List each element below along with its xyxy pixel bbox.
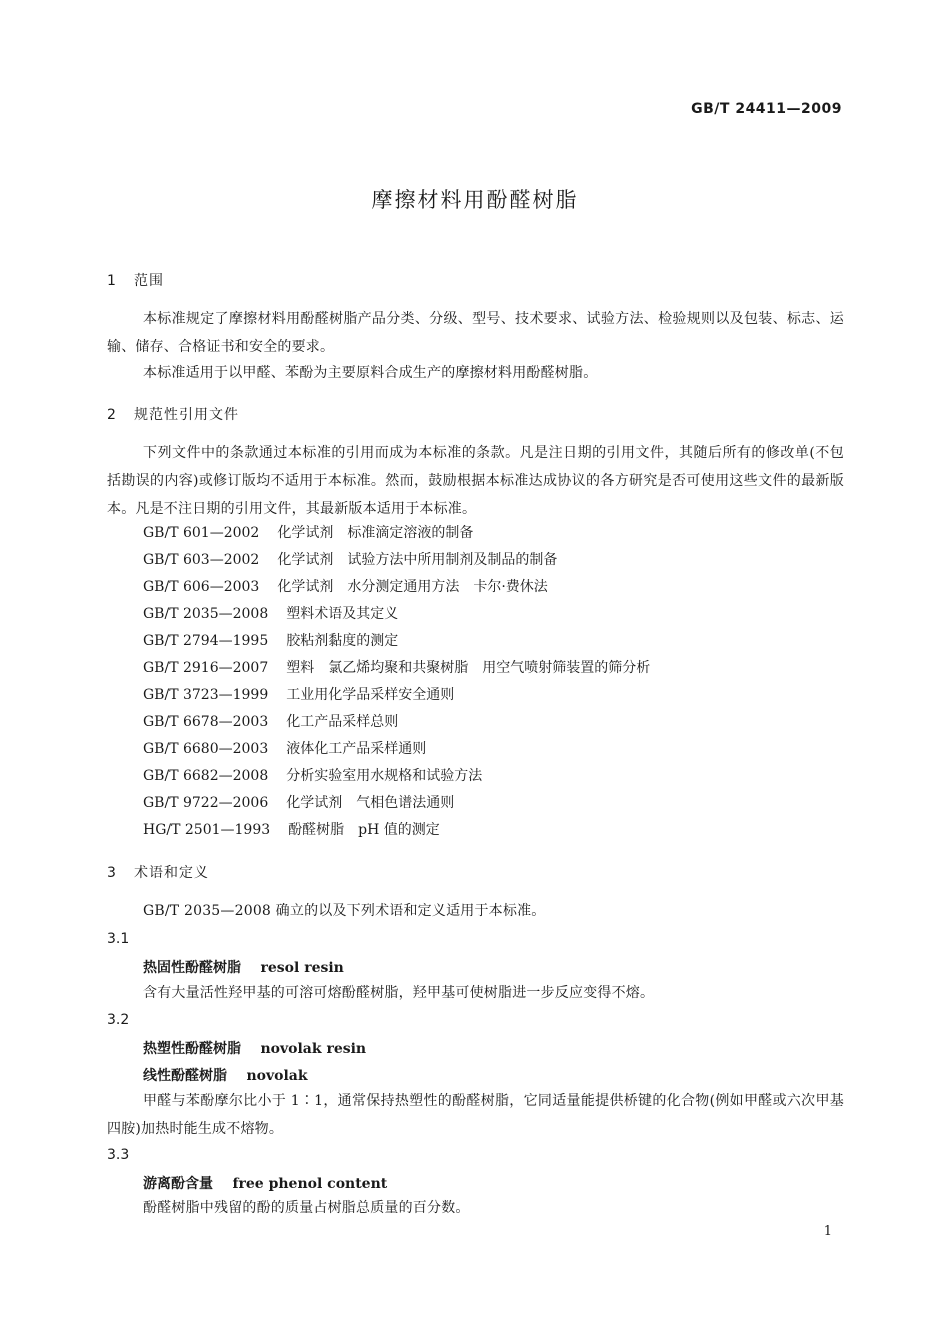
reference-code: GB/T 603—2002: [143, 552, 260, 568]
section-number: 2: [107, 407, 117, 423]
reference-title: 化学试剂 试验方法中所用制剂及制品的制备: [277, 552, 558, 568]
document-title: 摩擦材料用酚醛树脂: [371, 188, 579, 212]
section-2-heading: [107, 404, 239, 424]
section-title: 规范性引用文件: [134, 407, 239, 423]
section-number: 3: [107, 865, 117, 881]
reference-code: GB/T 6682—2008: [143, 768, 269, 784]
section-3-paragraph-1: GB/T 2035—2008 确立的以及下列术语和定义适用于本标准。: [143, 903, 546, 919]
reference-code: GB/T 2794—1995: [143, 633, 269, 649]
reference-code: GB/T 9722—2006: [143, 795, 269, 811]
section-1-paragraph-2: 本标准适用于以甲醛、苯酚为主要原料合成生产的摩擦材料用酚醛树脂。: [143, 365, 598, 381]
section-3-heading: [107, 862, 209, 882]
term-english: free phenol content: [232, 1176, 388, 1192]
reference-code: GB/T 601—2002: [143, 525, 260, 541]
term-3-2-number: 3.2: [107, 1012, 130, 1028]
reference-item: [143, 628, 398, 655]
reference-code: GB/T 3723—1999: [143, 687, 269, 703]
reference-item: [143, 655, 650, 682]
reference-code: GB/T 6680—2003: [143, 741, 269, 757]
section-title: 范围: [134, 273, 164, 289]
page-number: 1: [823, 1224, 832, 1239]
term-3-1-number: 3.1: [107, 931, 130, 947]
reference-title: 塑料术语及其定义: [286, 606, 399, 622]
reference-title: 化学试剂 水分测定通用方法 卡尔·费休法: [277, 579, 548, 595]
reference-code: GB/T 2035—2008: [143, 606, 269, 622]
reference-item: [143, 709, 398, 736]
reference-code: GB/T 606—2003: [143, 579, 260, 595]
term-3-2-name: [143, 1038, 366, 1058]
reference-code: GB/T 6678—2003: [143, 714, 269, 730]
reference-item: [143, 763, 482, 790]
term-chinese: 游离酚含量: [143, 1176, 213, 1192]
reference-item: [143, 574, 548, 601]
reference-title: 工业用化学品采样安全通则: [286, 687, 455, 703]
reference-title: 塑料 氯乙烯均聚和共聚树脂 用空气喷射筛装置的筛分析: [286, 660, 651, 676]
term-3-3-definition: 酚醛树脂中残留的酚的质量占树脂总质量的百分数。: [143, 1200, 470, 1216]
term-english: novolak: [246, 1068, 308, 1084]
term-english: resol resin: [260, 960, 344, 976]
reference-item: [143, 817, 440, 844]
reference-item: [143, 682, 454, 709]
term-3-3-name: [143, 1173, 387, 1193]
reference-title: 分析实验室用水规格和试验方法: [286, 768, 483, 784]
reference-item: [143, 736, 426, 763]
reference-title: 胶粘剂黏度的测定: [286, 633, 399, 649]
section-2-paragraph-1: 下列文件中的条款通过本标准的引用而成为本标准的条款。凡是注日期的引用文件，其随后所有的修改单(不包括勘误的内容)或修订版均不适用于本标准。然而，鼓励根据本标准达成协议的各方研究是否可使用这些文件的最新版本。凡是不注日期的引用文件，其最新版本适用于本标准。: [107, 445, 844, 517]
reference-title: 化学试剂 气相色谱法通则: [286, 795, 455, 811]
reference-title: 化工产品采样总则: [286, 714, 399, 730]
term-english: novolak resin: [260, 1041, 367, 1057]
reference-item: [143, 790, 454, 817]
reference-title: 化学试剂 标准滴定溶液的制备: [277, 525, 474, 541]
term-3-2-synonym: [143, 1065, 308, 1085]
reference-title: 酚醛树脂 pH 值的测定: [288, 822, 440, 838]
reference-code: GB/T 2916—2007: [143, 660, 269, 676]
section-title: 术语和定义: [134, 865, 209, 881]
reference-title: 液体化工产品采样通则: [286, 741, 427, 757]
term-3-1-definition: 含有大量活性羟甲基的可溶可熔酚醛树脂，羟甲基可使树脂进一步反应变得不熔。: [143, 985, 655, 1001]
term-chinese: 热固性酚醛树脂: [143, 960, 241, 976]
term-chinese: 热塑性酚醛树脂: [143, 1041, 241, 1057]
section-number: 1: [107, 273, 117, 289]
term-chinese: 线性酚醛树脂: [143, 1068, 227, 1084]
reference-code: HG/T 2501—1993: [143, 822, 271, 838]
term-3-2-definition: 甲醛与苯酚摩尔比小于 1∶1，通常保持热塑性的酚醛树脂，它同适量能提供桥键的化合物(例如甲醛或六次甲基四胺)加热时能生成不熔物。: [107, 1093, 844, 1137]
standard-code: GB/T 24411—2009: [691, 101, 842, 117]
term-3-1-name: [143, 957, 344, 977]
reference-item: [143, 520, 473, 547]
section-1-paragraph-1: 本标准规定了摩擦材料用酚醛树脂产品分类、分级、型号、技术要求、试验方法、检验规则以及包装、标志、运输、储存、合格证书和安全的要求。: [107, 311, 844, 355]
reference-item: [143, 601, 398, 628]
term-3-3-number: 3.3: [107, 1147, 130, 1163]
reference-item: [143, 547, 557, 574]
section-1-heading: [107, 270, 164, 290]
